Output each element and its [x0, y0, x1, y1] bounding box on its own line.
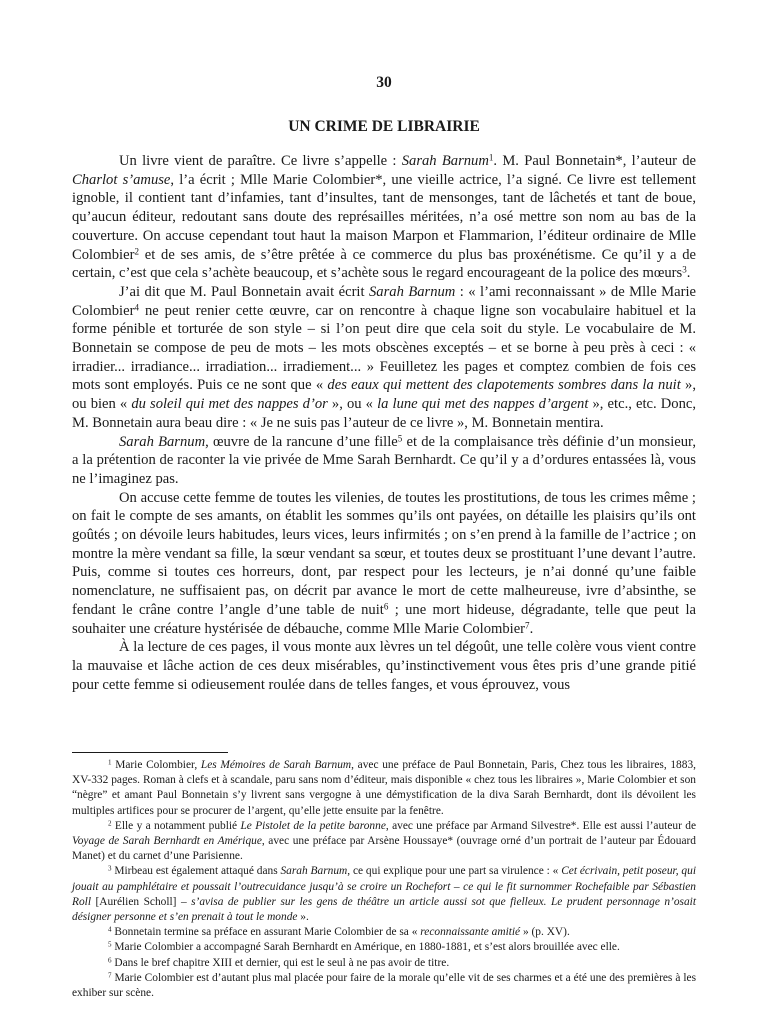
footnote-2: $^2$ Elle y a notamment publié Le Pistolet de la petite baronne, avec une préface par Armand Silvestre*. Elle est aussi l’auteur de Voyage de Sarah Bernhardt en Amérique, avec une préface par Arsène Houssaye* (ouvrage orné d’un portrait de l’auteur par Édouard Manet) et du carnet d’une Parisienne. — [72, 819, 696, 863]
chapter-title: UN CRIME DE LIBRAIRIE — [288, 118, 480, 135]
body-text — [72, 152, 696, 694]
footnote-6: $^6$ Dans le bref chapitre XIII et dernier, qui est le seul à ne pas avoir de titre. — [108, 956, 450, 969]
footnotes — [72, 758, 696, 1001]
footnote-ref-5: 5 — [397, 433, 403, 444]
paragraph-5: À la lecture de ces pages, il vous monte aux lèvres un tel dégoût, une telle colère vous vient contre la mauvaise et lâche action de ces deux misérables, qu’instinctivement vous êtes pris d’une grande pitié pour cette femme si odieusement roulée dans de telles fanges, et vous éprouvez, vous — [72, 639, 696, 693]
footnote-ref-3: 3 — [682, 264, 687, 275]
footnote-3: $^3$ Mirbeau est également attaqué dans Sarah Barnum, ce qui explique pour une part sa virulence : « Cet écrivain, petit poseur, qui jouait au pamphlétaire et poussait l’outrecuidance jusqu’à se croire un Rochefort – ce qui le fit surnommer Rochefaible par Sébastien Roll [Aurélien Scholl] – s’avisa de publier sur les gens de théâtre un article aussi sot que fielleux. Le prudent personnage n’osait désigner personne et s’en prenait à tout le monde ». — [72, 864, 696, 924]
footnote-5: $^5$ Marie Colombier a accompagné Sarah Bernhardt en Amérique, en 1880-1881, et s’est alors brouillée avec elle. — [108, 940, 620, 954]
paragraph-4: On accuse cette femme de toutes les vilenies, de toutes les prostitutions, de tous les crimes même ; on fait le compte de ses amants, on établit les sommes qu’ils ont payées, on détaille les plaisirs qu’ils ont goûtés ; on dévoile leurs habitudes, leurs vices, leurs infirmités ; on s’en prend à la famille de l’actrice ; on montre la mère vendant sa fille, la sœur vendant sa sœur, et toutes deux se prostituant l’une devant l’autre. Puis, comme si toutes ces horreurs, dont, par respect pour les lecteurs, je n’ai donné qu’une faible nomenclature, ne suffisaient pas, on décrit par avance le mort de cette malheureuse, ivre d’absinthe, se fendant le crâne contre l’angle d’une table de nuit$^6$ ; une mort hideuse, dégradante, telle que peut la souhaiter une créature hystérisée de débauche, comme Mlle Marie Colombier$^7$. — [72, 489, 696, 637]
footnote-separator — [72, 752, 228, 753]
paragraph-3: Sarah Barnum, œuvre de la rancune d’une fille$^5$ et de la complaisance très définie d’un monsieur, a la prétention de raconter la vie privée de Mme Sarah Bernhardt. Ce qu’il y a d’ordures entassées là, vous ne l’imaginez pas. — [72, 433, 696, 487]
paragraph-2: J’ai dit que M. Paul Bonnetain avait écrit Sarah Barnum : « l’ami reconnaissant » de Mlle Marie Colombier$^4$ ne peut renier cette œuvre, car on rencontre à chaque ligne son vocabulaire habituel et la forme pénible et torturée de son style – si l’on peut dire que cela soit du style. Le vocabulaire de M. Bonnetain se compose de peu de mots – les mots obscènes exceptés – et se borne à peu près à ceci : « irradier... irradiance... irradiation... irradiement... » Feuilletez les pages et comptez combien de fois ces mots sont employés. Puis ce ne sont que « des eaux qui mettent des clapotements sombres dans la nuit », ou bien « du soleil qui met des nappes d’or », ou « la lune qui met des nappes d’argent », etc., etc. Donc, M. Bonnetain aura beau dire : « Je ne suis pas l’auteur de ce livre », M. Bonnetain mentira. — [72, 283, 696, 431]
footnote-1: $^1$ Marie Colombier, Les Mémoires de Sarah Barnum, avec une préface de Paul Bonnetain, Paris, Chez tous les libraires, 1883, XV-332 pages. Roman à clefs et à scandale, paru sans nom d’éditeur, mais disponible « chez tous les libraires », Marie Colombier et son “nègre” et amant Paul Bonnetain s’y livrent sans vergogne à une démystification de la diva Sarah Bernhardt, dont ils dévoilent les multiples artifices pour se procurer de l’argent, qu’elle jette ensuite par la fenêtre. — [72, 758, 696, 817]
footnote-ref-6: 6 — [383, 601, 389, 612]
footnote-4: $^4$ Bonnetain termine sa préface en assurant Marie Colombier de sa « reconnaissante amitié » (p. XV). — [108, 925, 570, 939]
footnote-7: $^7$ Marie Colombier est d’autant plus mal placée pour faire de la morale qu’elle vit de ses charmes et a été une des premières à les exhiber sur scène. — [72, 971, 696, 1000]
footnote-ref-1: 1 — [488, 152, 494, 163]
chapter-number: 30 — [376, 74, 392, 91]
footnote-ref-4: 4 — [134, 302, 139, 313]
footnote-ref-2: 2 — [134, 246, 139, 256]
footnote-ref-7: 7 — [525, 620, 530, 631]
paragraph-1: Un livre vient de paraître. Ce livre s’appelle : Sarah Barnum$^1$. M. Paul Bonnetain*, l’auteur de Charlot s’amuse, l’a écrit ; Mlle Marie Colombier*, une vieille actrice, l’a signé. Ce livre est tellement ignoble, il contient tant d’infamies, tant d’insultes, tant de mensonges, tant de lâchetés et tant de boue, qu’aucun éditeur, redoutant sans doute des représailles méritées, n’a osé mettre son nom au bas de la couverture. On accuse cependant tout haut la maison Marpon et Flammarion, l’éditeur ordinaire de Mlle Colombier$^2$ et de ses amis, de s’être prêtée à ce commerce du plus bas proxénétisme. Ce qu’il y a de certain, c’est que cela s’achète beaucoup, et s’achète sous le regard encourageant de la police des mœurs$^3$. — [72, 152, 697, 282]
